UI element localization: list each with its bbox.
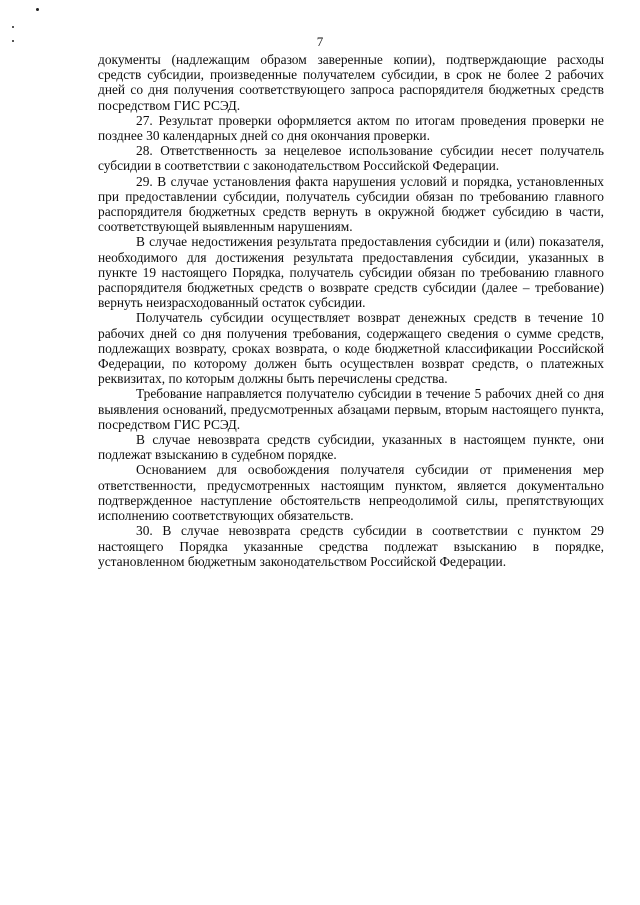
paragraph-item-29-demand-notice: Требование направляется получателю субсидии в течение 5 рабочих дней со дня выявления оснований, предусмотренных абзацами первым, вторым настоящего пункта, посредством ГИС РСЭД. <box>98 386 604 432</box>
paragraph-item-29-shortfall: В случае недостижения результата предоставления субсидии и (или) показателя, необходимого для достижения результата предоставления субсидии, указанных в пункте 19 настоящего Порядка, получатель субсидии обязан по требованию главного распорядителя бюджетных средств о возврате средств субсидии (далее – требование) вернуть неизрасходованный остаток субсидии. <box>98 234 604 311</box>
paragraph-item-29-force-majeure: Основанием для освобождения получателя субсидии от применения мер ответственности, предусмотренных настоящим пунктом, является документально подтвержденное наступление обстоятельств непреодолимой силы, препятствующих исполнению соответствующих обязательств. <box>98 462 604 524</box>
scan-artifact-dot <box>12 26 14 28</box>
scan-artifact-dot <box>36 8 39 11</box>
page-number: 7 <box>316 34 324 49</box>
paragraph-item-29-court-recovery: В случае невозврата средств субсидии, указанных в настоящем пункте, они подлежат взысканию в судебном порядке. <box>98 432 604 463</box>
paragraph-item-28: 28. Ответственность за нецелевое использование субсидии несет получатель субсидии в соответствии с законодательством Российской Федерации. <box>98 143 604 174</box>
document-body <box>98 52 604 569</box>
paragraph-item-27: 27. Результат проверки оформляется актом по итогам проведения проверки не позднее 30 календарных дней со дня окончания проверки. <box>98 112 604 144</box>
paragraph-item-29: 29. В случае установления факта нарушения условий и порядка, установленных при предоставлении субсидии, получатель субсидии обязан по требованию главного распорядителя бюджетных средств вернуть в окружной бюджет субсидию в части, соответствующей выявленным нарушениям. <box>98 173 604 235</box>
paragraph-continuation: документы (надлежащим образом заверенные копии), подтверждающие расходы средств субсидии, произведенные получателем субсидии, в срок не более 2 рабочих дней со дня получения соответствующего запроса распорядителя бюджетных средств посредством ГИС РСЭД. <box>98 52 604 113</box>
paragraph-item-30: 30. В случае невозврата средств субсидии в соответствии с пунктом 29 настоящего Порядка указанные средства подлежат взысканию в порядке, установленном бюджетным законодательством Российской Федерации. <box>98 523 604 569</box>
paragraph-item-29-refund-terms: Получатель субсидии осуществляет возврат денежных средств в течение 10 рабочих дней со дня получения требования, содержащего сведения о сумме средств, подлежащих возврату, сроках возврата, о коде бюджетной классификации Российской Федерации, по которому должен быть осуществлен возврат средств, о платежных реквизитах, по которым должны быть перечислены средства. <box>98 310 604 387</box>
